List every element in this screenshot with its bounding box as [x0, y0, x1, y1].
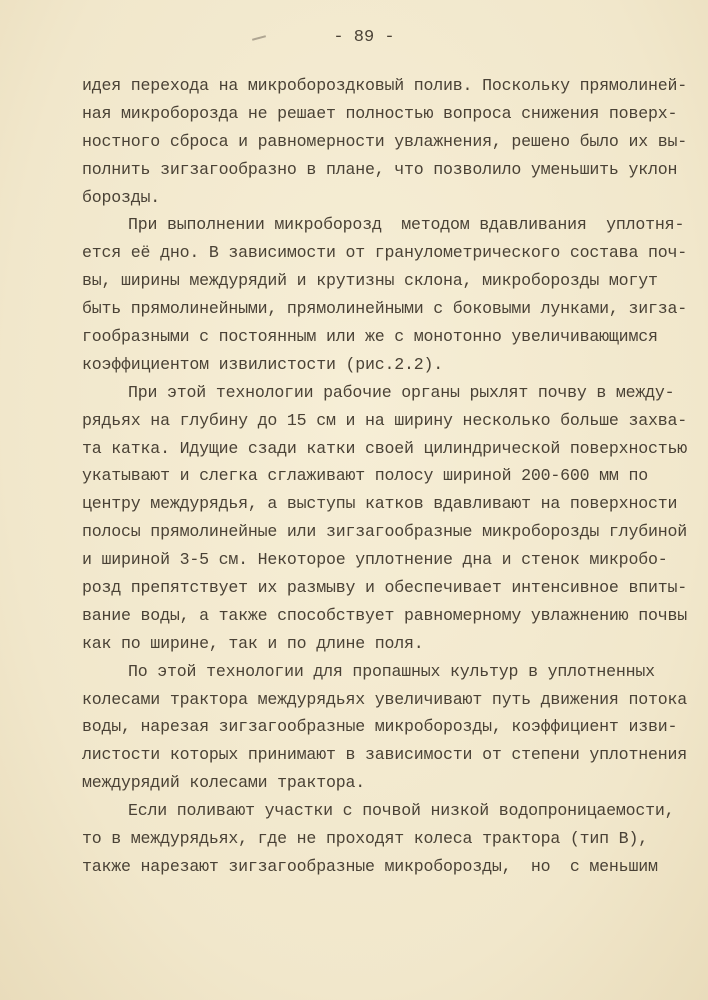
text-line: борозды.: [82, 187, 161, 207]
page-number: - 89 -: [333, 28, 395, 47]
text-line: вы, ширины междурядий и крутизны склона, микроборозды могут: [82, 271, 658, 291]
text-line: полнить зигзагообразно в плане, что позволило уменьшить уклон: [82, 159, 678, 179]
text-line: и шириной 3-5 см. Некоторое уплотнение дна и стенок микробо-: [82, 550, 668, 570]
text-line: быть прямолинейными, прямолинейными с боковыми лунками, зигза-: [82, 299, 687, 319]
paragraph: [82, 211, 687, 378]
text-line: По этой технологии для пропашных культур в уплотненных: [128, 661, 655, 681]
paragraph: [82, 72, 687, 211]
document-body: [82, 72, 687, 881]
text-line: центру междурядья, а выступы катков вдавливают на поверхности: [82, 494, 678, 514]
paragraph: [82, 658, 687, 797]
text-line: Если поливают участки с почвой низкой водопроницаемости,: [128, 801, 675, 821]
text-line: полосы прямолинейные или зигзагообразные микроборозды глубиной: [82, 522, 687, 542]
text-line: ется её дно. В зависимости от гранулометрического состава поч-: [82, 243, 687, 263]
text-line: колесами трактора междурядьях увеличивают путь движения потока: [82, 689, 687, 709]
text-line: листости которых принимают в зависимости от степени уплотнения: [82, 745, 687, 765]
text-line: гообразными с постоянным или же с монотонно увеличивающимся: [82, 327, 658, 347]
text-line: междурядий колесами трактора.: [82, 773, 365, 793]
text-line: укатывают и слегка сглаживают полосу шириной 200-600 мм по: [82, 466, 648, 486]
text-line: рядьях на глубину до 15 см и на ширину несколько больше захва-: [82, 410, 687, 430]
paragraph: [82, 379, 687, 658]
text-line: то в междурядьях, где не проходят колеса трактора (тип В),: [82, 829, 648, 849]
text-line: идея перехода на микробороздковый полив. Поскольку прямолиней-: [82, 76, 687, 95]
text-line: ностного сброса и равномерности увлажнения, решено было их вы-: [82, 131, 687, 151]
text-line: При выполнении микроборозд методом вдавливания уплотня-: [128, 215, 685, 235]
text-line: коэффициентом извилистости (рис.2.2).: [82, 354, 444, 374]
text-line: также нарезают зигзагообразные микроборозды, но с меньшим: [82, 856, 658, 876]
text-line: При этой технологии рабочие органы рыхлят почву в между-: [128, 382, 675, 402]
text-line: воды, нарезая зигзагообразные микроборозды, коэффициент изви-: [82, 717, 678, 737]
text-line: как по ширине, так и по длине поля.: [82, 633, 424, 653]
text-line: вание воды, а также способствует равномерному увлажнению почвы: [82, 605, 687, 625]
text-line: та катка. Идущие сзади катки своей цилиндрической поверхностью: [82, 438, 687, 458]
text-line: ная микроборозда не решает полностью вопроса снижения поверх-: [82, 103, 678, 123]
text-line: розд препятствует их размыву и обеспечивает интенсивное впиты-: [82, 578, 687, 598]
paragraph: [82, 797, 675, 881]
